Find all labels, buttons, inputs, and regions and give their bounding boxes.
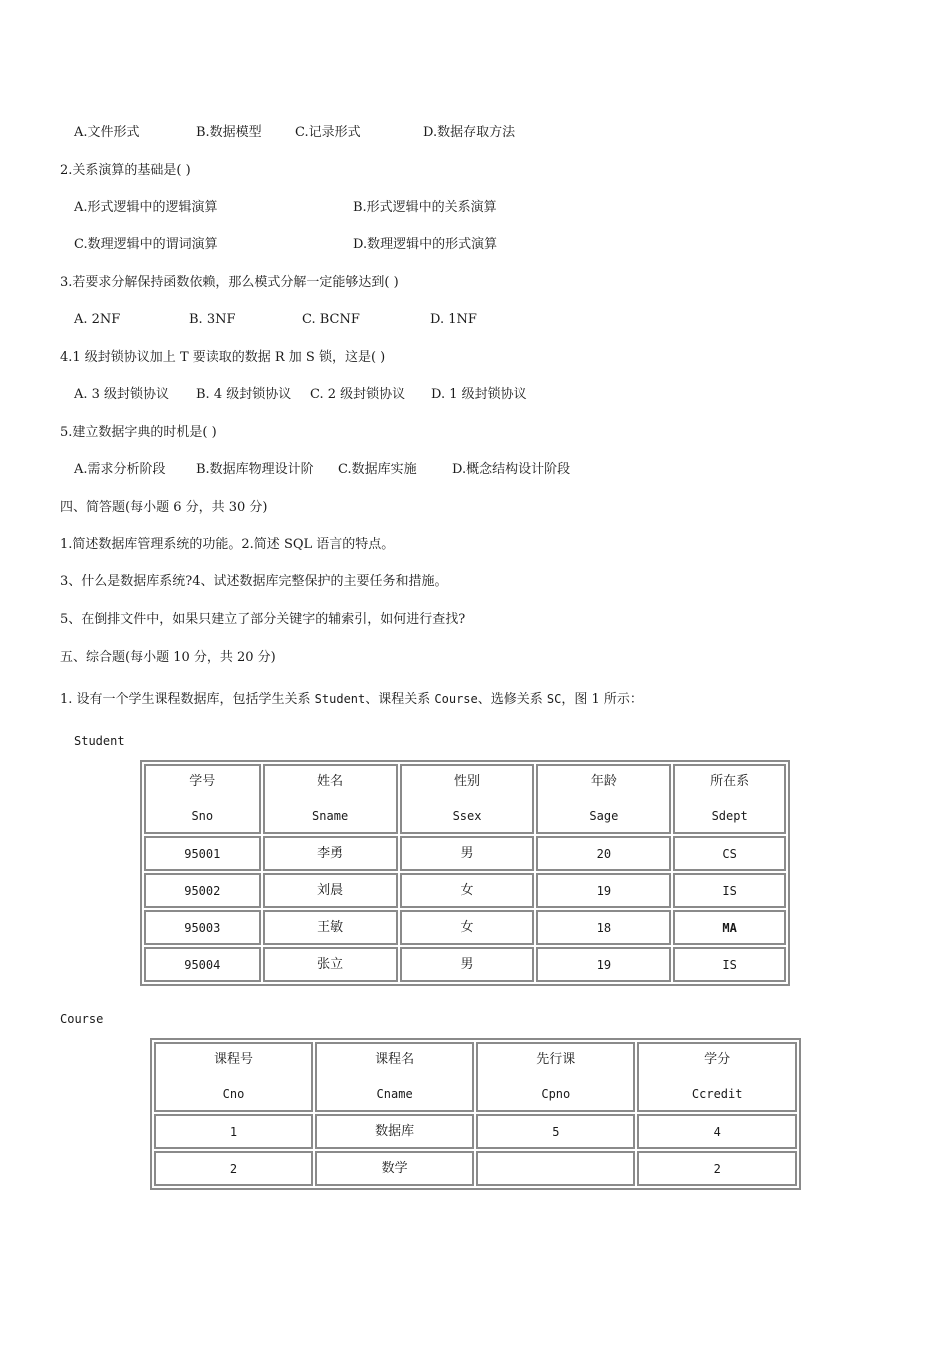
section4-line-2: 3、什么是数据库系统?4、试述数据库完整保护的主要任务和措施。 [60,574,448,589]
q1-prefix: 1. 设有一个学生课程数据库，包括学生关系 [60,692,315,707]
q5-text: 5.建立数据字典的时机是( ) [60,425,217,440]
table-cell: 95004 [144,947,261,982]
student-table [140,760,790,986]
table-cell: 2 [154,1151,313,1186]
q5-option-d: D.概念结构设计阶段 [452,462,571,477]
course-header-row [154,1042,797,1112]
q3-option-a: A. 2NF [74,312,121,327]
table-row [144,836,786,871]
q2-text: 2.关系演算的基础是( ) [60,163,191,178]
section4-line-1: 1.简述数据库管理系统的功能。2.简述 SQL 语言的特点。 [60,537,395,552]
table-cell: 4 [637,1114,797,1149]
table-cell: 刘晨 [263,873,398,908]
table-row [154,1151,797,1186]
q1-sc-name: SC [546,692,562,706]
student-header-sname: 姓名 Sname [263,764,398,834]
q5-option-b: B.数据库物理设计阶 [196,462,314,477]
table-cell: 2 [637,1151,797,1186]
table-cell: 张立 [263,947,398,982]
table-cell: 95001 [144,836,261,871]
table-cell: 20 [536,836,671,871]
table-cell: 19 [536,873,671,908]
student-header-sdept: 所在系 Sdept [673,764,786,834]
student-header-sno: 学号 Sno [144,764,261,834]
table-cell: 95002 [144,873,261,908]
q1-option-b: B.数据模型 [196,125,262,140]
q2-option-c: C.数理逻辑中的谓词演算 [74,237,218,252]
table-cell: 女 [400,910,535,945]
table-cell: 1 [154,1114,313,1149]
course-table-caption: Course [60,1012,104,1026]
table-row [144,873,786,908]
table-cell: 男 [400,836,535,871]
q1-mid-2: 、选修关系 [477,692,547,707]
q5-option-a: A.需求分析阶段 [74,462,166,477]
q1-mid-1: 、课程关系 [365,692,435,707]
q1-course-name: Course [434,692,478,706]
section5-question-1 [60,690,643,709]
course-header-cpno: 先行课 Cpno [476,1042,635,1112]
q3-option-b: B. 3NF [189,312,236,327]
student-table-caption: Student [74,734,125,748]
q3-option-d: D. 1NF [430,312,477,327]
student-header-sage: 年龄 Sage [536,764,671,834]
table-cell: 王敏 [263,910,398,945]
q4-option-b: B. 4 级封锁协议 [196,387,292,402]
q1-suffix: ，图 1 所示： [561,692,643,707]
table-cell: MA [673,910,786,945]
course-table [150,1038,801,1190]
q4-text: 4.1 级封锁协议加上 T 要读取的数据 R 加 S 锁，这是( ) [60,350,386,365]
course-header-ccredit: 学分 Ccredit [637,1042,797,1112]
table-cell: IS [673,873,786,908]
student-header-ssex: 性别 Ssex [400,764,535,834]
q2-option-d: D.数理逻辑中的形式演算 [353,237,498,252]
table-row [144,947,786,982]
table-cell: 5 [476,1114,635,1149]
q1-option-c: C.记录形式 [295,125,361,140]
table-cell: 男 [400,947,535,982]
course-header-cno: 课程号 Cno [154,1042,313,1112]
table-cell: 19 [536,947,671,982]
q3-option-c: C. BCNF [302,312,360,327]
section4-title: 四、简答题(每小题 6 分，共 30 分) [60,500,268,515]
q4-option-a: A. 3 级封锁协议 [74,387,170,402]
q4-option-c: C. 2 级封锁协议 [310,387,406,402]
table-cell: 数据库 [315,1114,474,1149]
q5-option-c: C.数据库实施 [338,462,417,477]
q1-option-a: A.文件形式 [74,125,140,140]
table-row [144,910,786,945]
table-cell [476,1151,635,1186]
table-cell: 95003 [144,910,261,945]
q2-option-b: B.形式逻辑中的关系演算 [353,200,497,215]
table-cell: CS [673,836,786,871]
table-cell: 18 [536,910,671,945]
student-header-row [144,764,786,834]
q1-option-d: D.数据存取方法 [423,125,516,140]
table-cell: 女 [400,873,535,908]
q3-text: 3.若要求分解保持函数依赖，那么模式分解一定能够达到( ) [60,275,399,290]
q2-option-a: A.形式逻辑中的逻辑演算 [74,200,218,215]
table-cell: IS [673,947,786,982]
q4-option-d: D. 1 级封锁协议 [431,387,527,402]
table-cell: 数学 [315,1151,474,1186]
table-cell: 李勇 [263,836,398,871]
section4-line-3: 5、在倒排文件中，如果只建立了部分关键字的辅索引，如何进行查找? [60,612,466,627]
section5-title: 五、综合题(每小题 10 分，共 20 分) [60,650,276,665]
table-row [154,1114,797,1149]
course-header-cname: 课程名 Cname [315,1042,474,1112]
q1-student-name: Student [314,692,366,706]
